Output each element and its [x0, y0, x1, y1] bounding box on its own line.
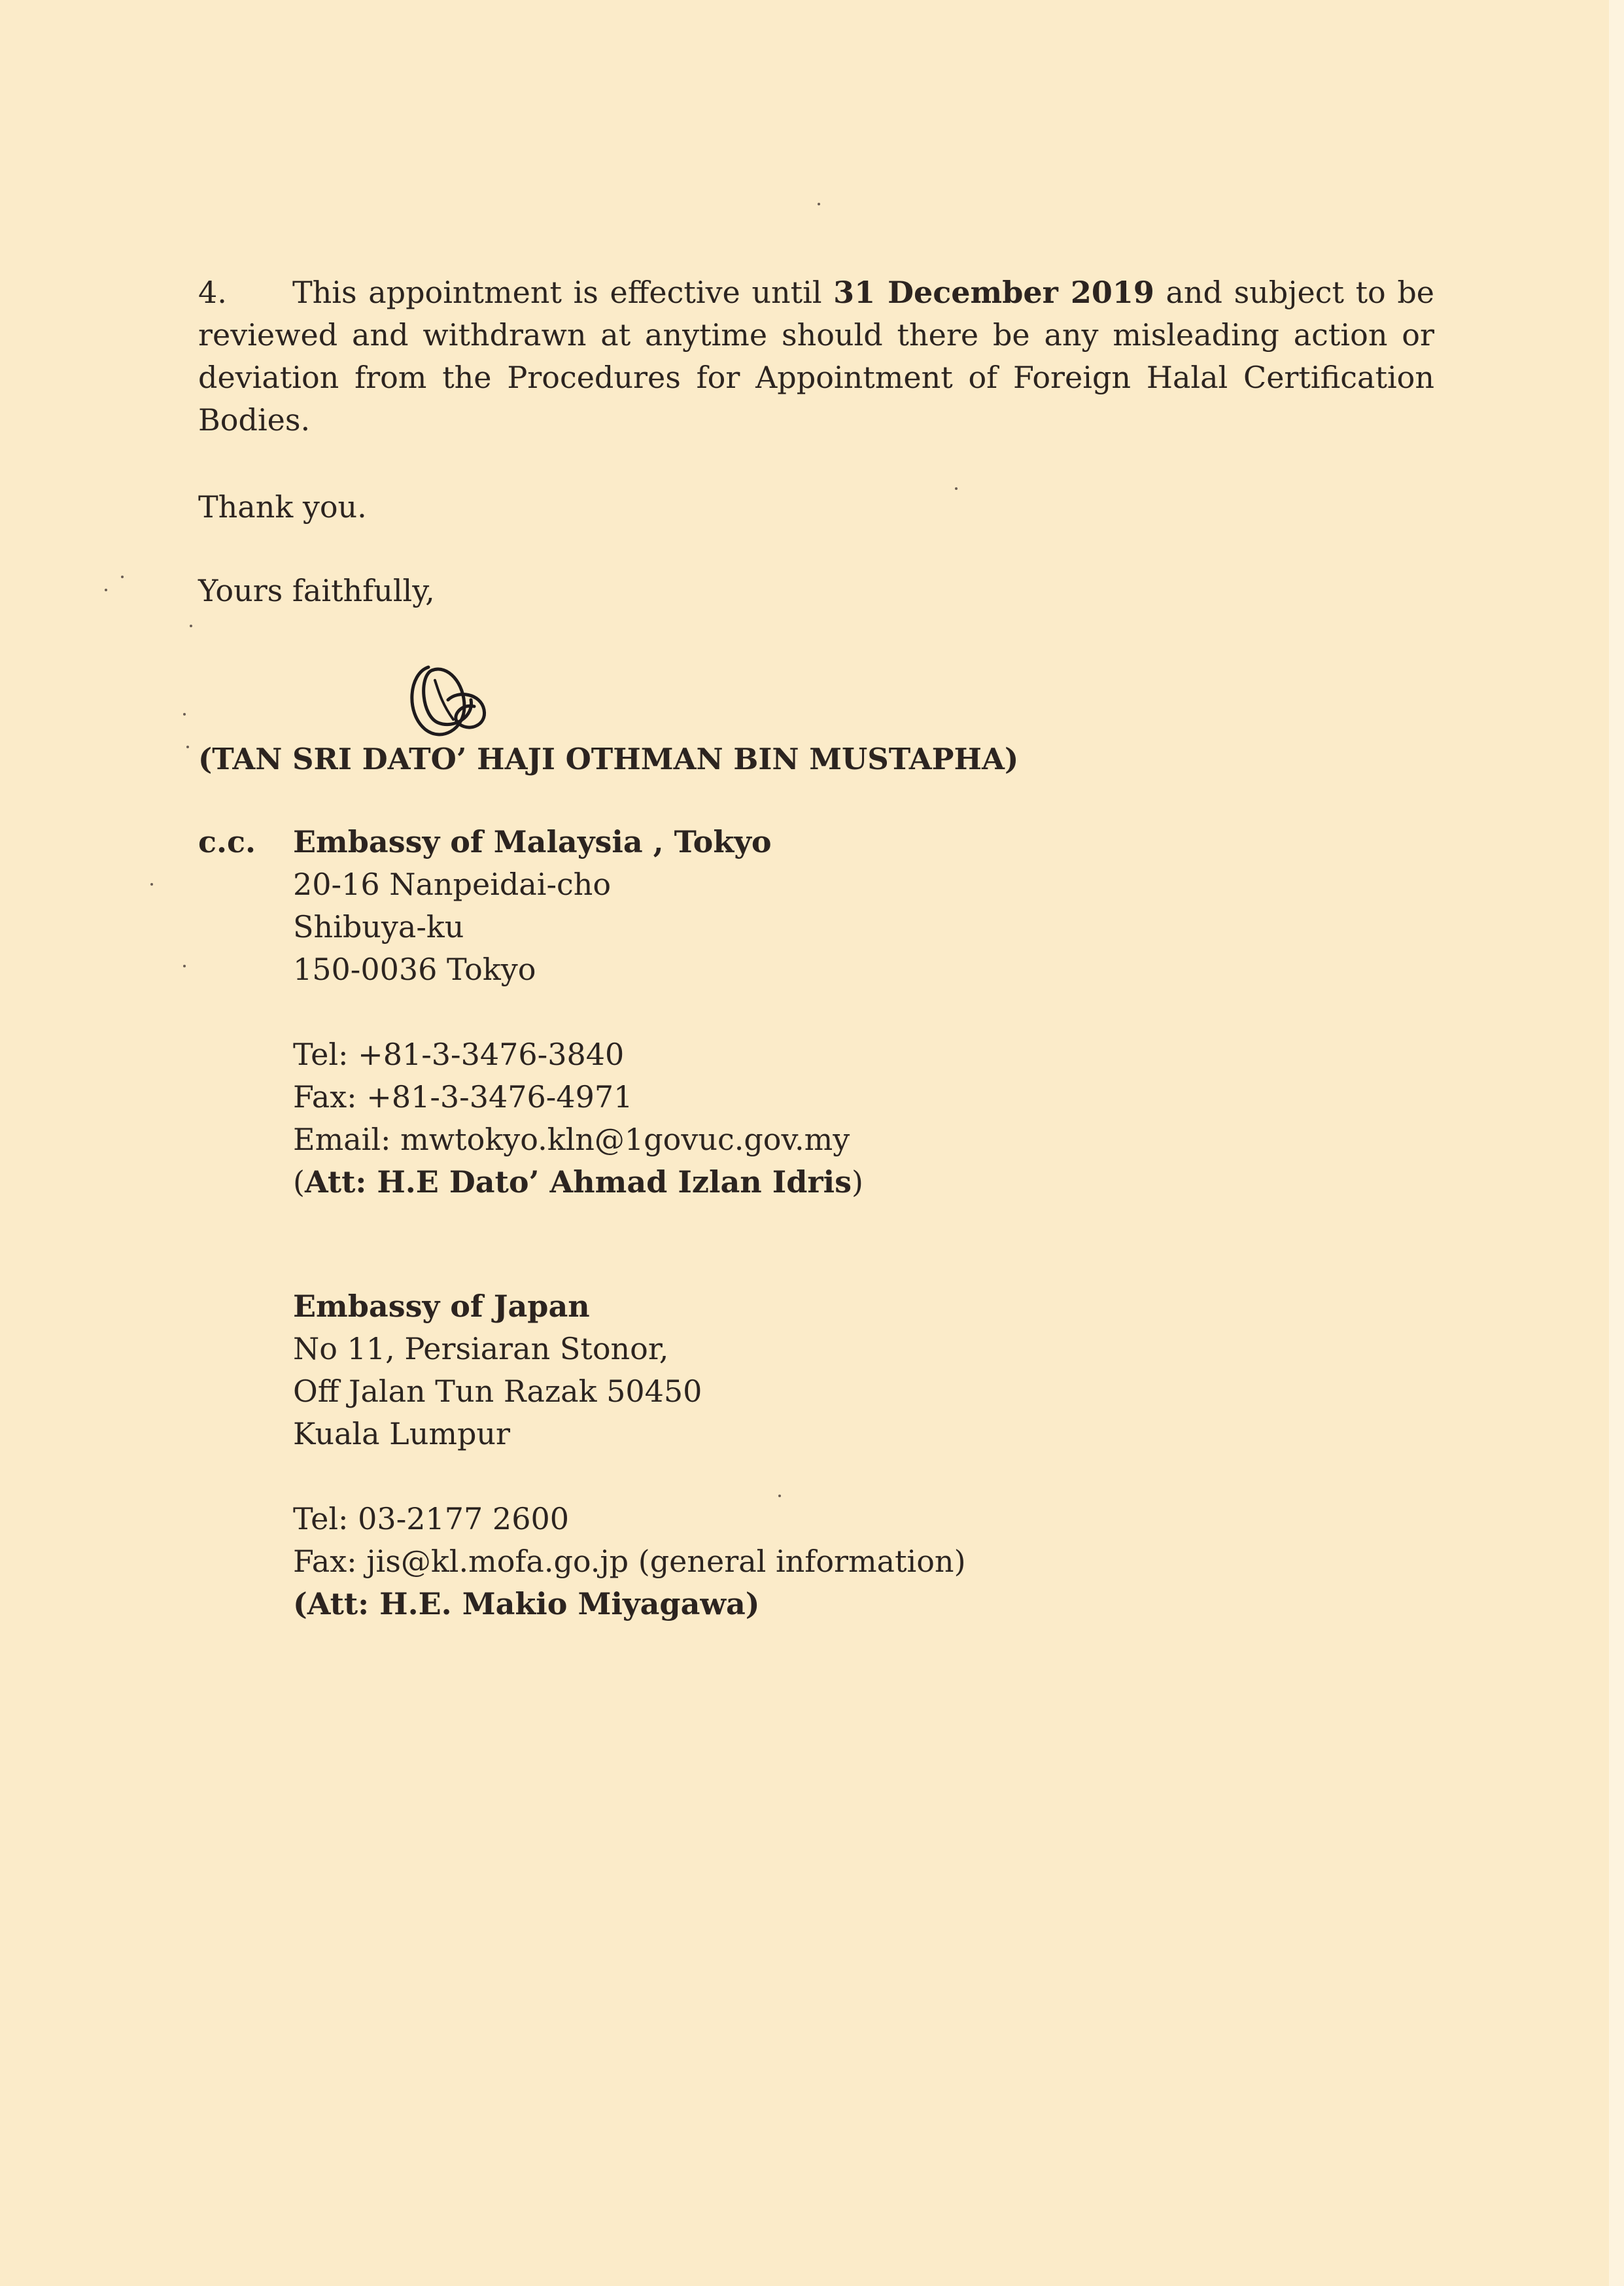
- scan-speck: [183, 965, 186, 967]
- signatory-name: (TAN SRI DATO’ HAJI OTHMAN BIN MUSTAPHA): [198, 742, 1019, 776]
- cc-label: c.c.: [198, 824, 256, 859]
- embassy-malaysia-email: Email: mwtokyo.kln@1govuc.gov.my: [293, 1122, 850, 1157]
- scan-speck: [105, 589, 107, 591]
- paragraph-number: 4.: [198, 275, 227, 310]
- embassy-japan-address-2: Off Jalan Tun Razak 50450: [293, 1374, 702, 1409]
- embassy-japan-address-1: No 11, Persiaran Stonor,: [293, 1331, 669, 1366]
- embassy-malaysia-address-2: Shibuya-ku: [293, 909, 464, 944]
- embassy-malaysia-address-1: 20-16 Nanpeidai-cho: [293, 867, 612, 902]
- att-open-paren: (: [293, 1164, 305, 1200]
- scan-speck: [955, 487, 958, 490]
- embassy-japan-attention: (Att: H.E. Makio Miyagawa): [293, 1586, 760, 1621]
- embassy-japan-tel: Tel: 03-2177 2600: [293, 1501, 569, 1536]
- embassy-malaysia-fax: Fax: +81-3-3476-4971: [293, 1079, 633, 1115]
- scan-speck: [818, 203, 820, 205]
- paragraph-text-after: and subject to be reviewed and withdrawn at anytime should there be any misleading action or deviation from the Procedures for Appointment of Foreign Halal Certification Bodies.: [198, 275, 1435, 438]
- scan-speck: [150, 883, 153, 886]
- cc-embassy-japan: [293, 1285, 966, 1625]
- scan-speck: [183, 713, 186, 716]
- embassy-japan-name: Embassy of Japan: [293, 1289, 590, 1324]
- thank-you-line: Thank you.: [198, 489, 367, 525]
- embassy-malaysia-name: Embassy of Malaysia , Tokyo: [293, 824, 772, 859]
- effective-date: 31 December 2019: [833, 275, 1154, 310]
- cc-embassy-malaysia: [293, 821, 863, 1204]
- scan-speck: [186, 746, 189, 748]
- scan-speck: [121, 576, 124, 578]
- embassy-malaysia-att: Att: H.E Dato’ Ahmad Izlan Idris: [304, 1164, 852, 1200]
- embassy-malaysia-address-3: 150-0036 Tokyo: [293, 952, 536, 987]
- handwritten-signature: [402, 654, 500, 746]
- paragraph-text-before: This appointment is effective until: [292, 275, 834, 310]
- embassy-malaysia-tel: Tel: +81-3-3476-3840: [293, 1037, 625, 1072]
- embassy-japan-fax: Fax: jis@kl.mofa.go.jp (general information): [293, 1544, 966, 1579]
- embassy-malaysia-attention: [293, 1161, 863, 1204]
- paragraph-4: [198, 271, 1434, 442]
- att-close-paren: ): [852, 1164, 863, 1200]
- scan-speck: [190, 625, 192, 627]
- paper-edge: [1609, 0, 1624, 2286]
- yours-faithfully-line: Yours faithfully,: [198, 573, 435, 608]
- scan-speck: [778, 1495, 781, 1497]
- embassy-japan-address-3: Kuala Lumpur: [293, 1416, 511, 1451]
